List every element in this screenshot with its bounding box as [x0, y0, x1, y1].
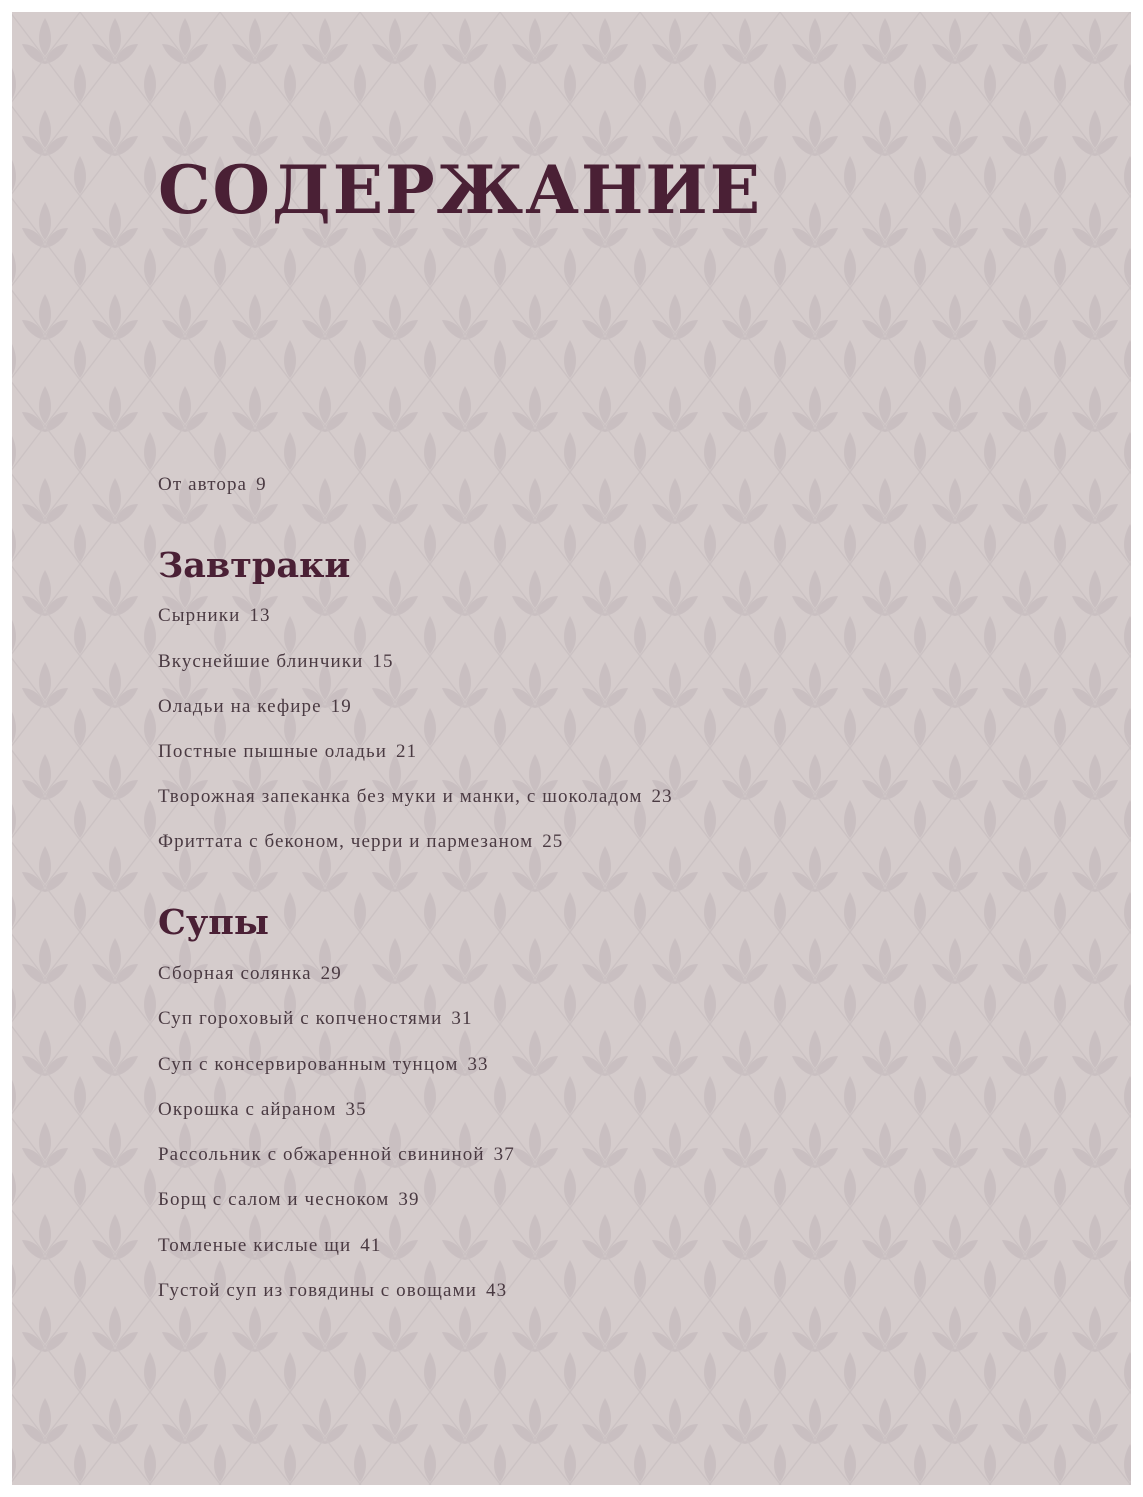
toc-entry-page: 23: [651, 786, 673, 807]
toc-content: [12, 12, 1131, 1485]
toc-entry: [158, 830, 563, 854]
toc-entry-page: 13: [249, 605, 271, 626]
toc-entry: [158, 604, 271, 628]
toc-entry-page: 37: [493, 1144, 515, 1165]
toc-entry-label: Окрошка с айраном: [158, 1099, 337, 1120]
toc-entry-page: 29: [320, 963, 342, 984]
toc-entry-label: Рассольник с обжаренной свининой: [158, 1144, 485, 1165]
toc-entry-label: Сырники: [158, 605, 241, 626]
toc-entry-label: Томленые кислые щи: [158, 1235, 352, 1256]
toc-entry: [158, 1234, 381, 1258]
toc-entry-label: Постные пышные оладьи: [158, 741, 387, 762]
toc-entry: [158, 650, 394, 674]
toc-entry: [158, 785, 673, 809]
toc-entry-label: Оладьи на кефире: [158, 696, 322, 717]
toc-entry: [158, 1188, 420, 1212]
toc-entry: [158, 962, 342, 986]
page-title: СОДЕРЖАНИЕ: [158, 151, 763, 229]
toc-entry-page: 33: [467, 1054, 489, 1075]
section-title-breakfast: Завтраки: [158, 545, 351, 586]
toc-entry: [158, 740, 417, 764]
toc-page: [12, 12, 1131, 1485]
toc-entry-label: Вкуснейшие блинчики: [158, 651, 364, 672]
toc-entry: [158, 1007, 473, 1031]
toc-entry-page: 39: [398, 1189, 420, 1210]
toc-entry: [158, 1279, 507, 1303]
toc-entry-page: 19: [330, 696, 352, 717]
toc-entry-label: От автора: [158, 474, 248, 495]
toc-entry-page: 31: [451, 1008, 473, 1029]
toc-entry-page: 43: [485, 1280, 508, 1301]
toc-entry: [158, 1098, 367, 1122]
toc-entry-intro: [158, 473, 267, 497]
toc-entry-page: 21: [396, 741, 418, 762]
toc-entry-label: Сборная солянка: [158, 963, 312, 984]
toc-entry-label: Творожная запеканка без муки и манки, с шоколадом: [158, 786, 643, 807]
toc-entry: [158, 1053, 489, 1077]
toc-entry: [158, 695, 352, 719]
toc-entry-page: 25: [542, 831, 564, 852]
toc-entry: [158, 1143, 515, 1167]
toc-entry-page: 35: [345, 1099, 367, 1120]
toc-entry-label: Суп с консервированным тунцом: [158, 1054, 459, 1075]
toc-entry-label: Суп гороховый с копченостями: [158, 1008, 443, 1029]
toc-entry-page: 9: [256, 474, 267, 495]
toc-entry-label: Густой суп из говядины с овощами: [158, 1280, 477, 1301]
toc-entry-page: 41: [360, 1235, 382, 1256]
section-title-soups: Супы: [158, 902, 269, 943]
toc-entry-label: Фриттата с беконом, черри и пармезаном: [158, 831, 534, 852]
toc-entry-label: Борщ с салом и чесноком: [158, 1189, 390, 1210]
toc-entry-page: 15: [372, 651, 394, 672]
